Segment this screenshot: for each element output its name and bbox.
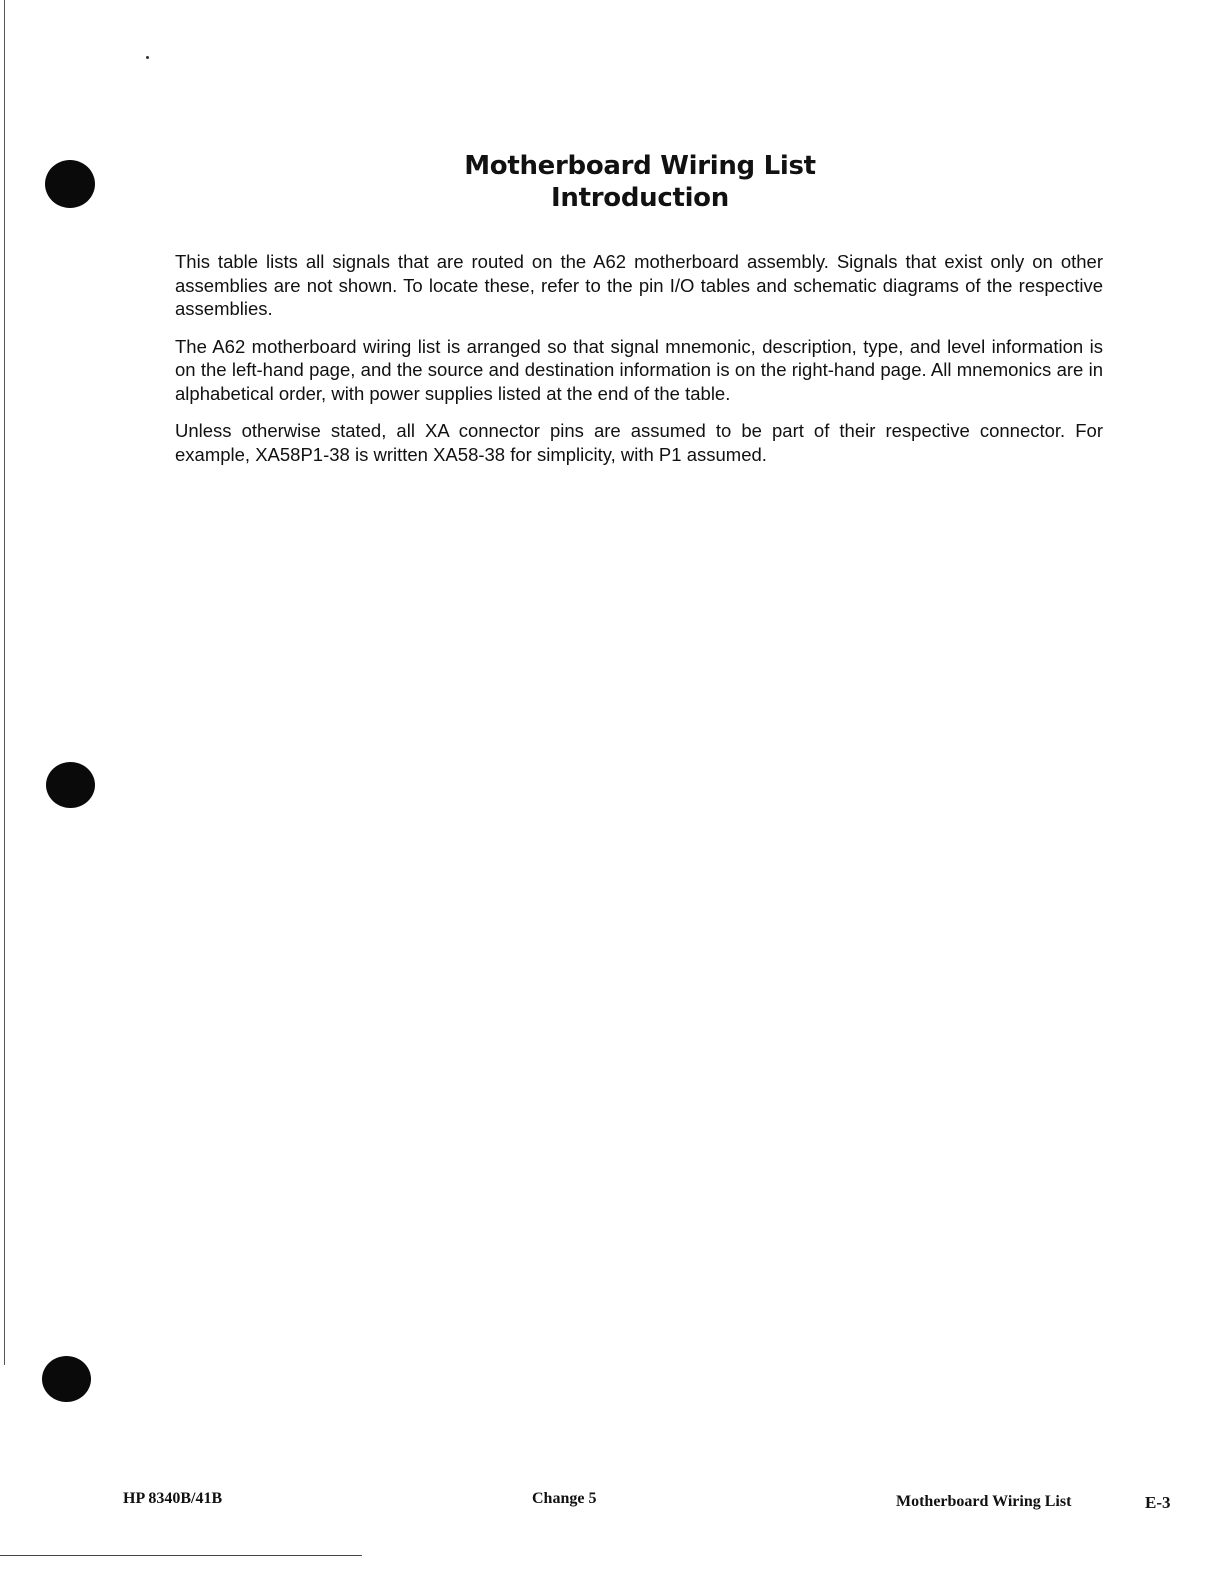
scan-speck	[146, 56, 149, 59]
title-line-1: Motherboard Wiring List	[464, 151, 816, 181]
bottom-rule	[0, 1555, 362, 1556]
footer-section-title: Motherboard Wiring List	[896, 1493, 1072, 1510]
title-line-2: Introduction	[551, 183, 729, 213]
punch-hole-top	[45, 160, 95, 208]
punch-hole-middle	[46, 762, 95, 808]
body-text	[175, 250, 1103, 480]
footer-model: HP 8340B/41B	[123, 1490, 223, 1507]
page-edge-line	[4, 0, 5, 1365]
paragraph-1: This table lists all signals that are routed on the A62 motherboard assembly. Signals that exist only on other assemblies are not shown. To locate these, refer to the pin I/O tables and schematic diagrams of the respective assemblies.	[175, 251, 1103, 319]
page-title	[340, 150, 940, 214]
paragraph-3: Unless otherwise stated, all XA connector pins are assumed to be part of their respective connector. For example, XA58P1-38 is written XA58-38 for simplicity, with P1 assumed.	[175, 420, 1103, 465]
footer-page-number: E-3	[1145, 1493, 1171, 1512]
punch-hole-bottom	[42, 1356, 91, 1402]
footer-change: Change 5	[532, 1490, 597, 1507]
paragraph-2: The A62 motherboard wiring list is arranged so that signal mnemonic, description, type, and level information is on the left-hand page, and the source and destination information is on the right-hand page. All mnemonics are in alphabetical order, with power supplies listed at the end of the table.	[175, 335, 1103, 404]
